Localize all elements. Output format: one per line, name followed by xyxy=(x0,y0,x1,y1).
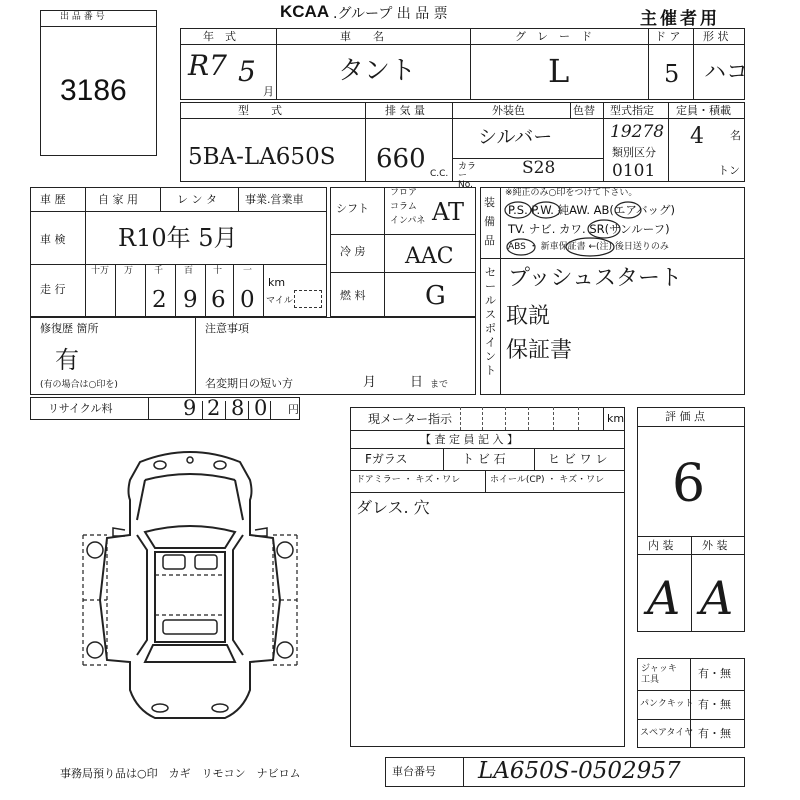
car-diagram xyxy=(75,440,305,730)
aircon-label: 冷 房 xyxy=(340,245,366,258)
chassis-label: 車台番号 xyxy=(392,765,436,778)
color-value: シルバー xyxy=(478,126,553,148)
recycle-digit: 9 xyxy=(183,396,197,420)
rating-value: 6 xyxy=(672,454,706,514)
doors-label: ド ア xyxy=(655,30,681,43)
mile-checkbox[interactable] xyxy=(294,290,322,308)
displacement-label: 排 気 量 xyxy=(385,104,425,117)
shift-label: シフト xyxy=(336,202,369,215)
recycle-digit: 2 xyxy=(207,396,221,420)
color-number-label: カラー No. xyxy=(458,162,477,190)
sales-point-line: プッシュスタート xyxy=(508,266,683,291)
equipment-line3: ABS ・ 新車保証書 ←(注) 後日送りのみ xyxy=(508,242,669,252)
color-number-value: S28 xyxy=(522,158,556,178)
office-note: 事務局預り品は○印 カギ リモコン ナビロム xyxy=(60,767,301,780)
model-value: 5BA-LA650S xyxy=(188,144,336,170)
type-designation-value: 19278 xyxy=(610,122,665,142)
digit-header-100: 百 xyxy=(184,266,194,276)
shift-column: コラム xyxy=(390,202,417,212)
meter-unit: km xyxy=(607,412,625,425)
notes-label: 注意事項 xyxy=(205,322,249,335)
aircon-value: AAC xyxy=(405,244,454,269)
rating-label: 評 価 点 xyxy=(665,410,705,423)
name-change-until: まで xyxy=(430,380,449,390)
model-label: 型 式 xyxy=(238,104,282,117)
recycle-label: リサイクル料 xyxy=(48,402,113,415)
equipment-label: 装備品 xyxy=(484,196,495,247)
puncture-kit-value[interactable]: 有・無 xyxy=(698,698,731,711)
name-change-label: 名変期日の短い方 xyxy=(205,377,293,390)
sales-point-line: 保証書 xyxy=(506,338,573,363)
mileage-label: 走 行 xyxy=(40,283,66,296)
sales-point-label: セールスポイント xyxy=(485,266,496,377)
interior-value: A xyxy=(647,571,681,625)
crack-label: ヒ ビ ワ レ xyxy=(548,452,608,466)
doors-value: 5 xyxy=(664,60,680,88)
capacity-unit: 名 xyxy=(730,129,741,142)
grade-value: L xyxy=(548,52,570,90)
digit-header-1: 一 xyxy=(243,266,253,276)
f-glass-label: Fガラス xyxy=(365,452,408,466)
shaken-value: R10年 5月 xyxy=(118,224,238,252)
digit-header-10: 十 xyxy=(213,266,223,276)
exterior-color-label: 外装色 xyxy=(492,104,525,117)
mileage-digit: 0 xyxy=(240,287,255,313)
recycle-yen: 円 xyxy=(288,403,299,416)
equipment-note: ※純正のみ○印をつけて下さい。 xyxy=(505,188,638,198)
name-change-month: 月 xyxy=(363,375,377,390)
shape-value: ハコ xyxy=(704,60,749,85)
month-value: 5 xyxy=(238,55,256,88)
capacity-label: 定員・積載 xyxy=(676,104,731,117)
history-business: 事業.営業車 xyxy=(245,193,304,206)
mileage-digit: 9 xyxy=(183,287,198,313)
category-value: 0101 xyxy=(612,161,656,181)
digit-header-10k: 万 xyxy=(124,266,134,276)
ton-unit: トン xyxy=(718,164,740,177)
month-suffix: 月 xyxy=(263,85,274,98)
header-title: .グループ 出 品 票 xyxy=(333,6,448,22)
recycle-digit: 0 xyxy=(254,396,268,420)
organizer-label: 主催者用 xyxy=(640,9,720,29)
color-change-label: 色替 xyxy=(573,104,595,117)
digit-header-100k: 十万 xyxy=(91,266,110,276)
repair-label: 修復歴 箇所 xyxy=(40,322,99,335)
shift-floor: フロア xyxy=(390,188,418,198)
shift-value: AT xyxy=(432,198,465,226)
equipment-circle-marks xyxy=(480,187,745,262)
spare-tire-label: スペアタイヤ xyxy=(640,728,694,738)
car-name-value: タント xyxy=(338,56,417,86)
fuel-value: G xyxy=(425,281,446,311)
cc-unit: C.C. xyxy=(430,169,449,179)
mile-unit: マイル xyxy=(266,296,293,306)
mileage-digit: 2 xyxy=(152,287,167,313)
shape-label: 形 状 xyxy=(703,30,729,43)
equipment-line1: P.S. P.W. 純AW. AB(エアバッグ) xyxy=(508,203,675,217)
repair-value: 有 xyxy=(55,346,79,374)
shift-instpanel: インパネ xyxy=(390,216,426,226)
name-change-day: 日 xyxy=(410,375,424,390)
category-label: 類別区分 xyxy=(612,146,656,159)
stone-chip-label: ト ビ 石 xyxy=(462,452,506,466)
spare-tire-value[interactable]: 有・無 xyxy=(698,727,731,740)
inspector-remark: ダレス. 穴 xyxy=(356,498,430,517)
history-private: 自 家 用 xyxy=(98,193,138,206)
equipment-line2: TV. ナビ. カワ. SR(サンルーフ) xyxy=(508,222,670,236)
inspector-title: 【 査 定 員 記 入 】 xyxy=(420,433,518,446)
fuel-label: 燃 料 xyxy=(340,289,366,302)
sales-point-line: 取説 xyxy=(506,304,551,329)
car-name-label: 車 名 xyxy=(340,30,384,43)
mileage-digit: 6 xyxy=(211,287,226,313)
door-mirror-label: ドアミラー ・ キズ・ワレ xyxy=(356,475,461,485)
lot-number-label: 出 品 番 号 xyxy=(60,12,105,22)
repair-note: (有の場合は○印を) xyxy=(40,380,118,390)
type-designation-label: 型式指定 xyxy=(610,104,654,117)
header-logo: KCAA xyxy=(280,2,330,21)
chassis-value: LA650S-0502957 xyxy=(478,758,681,784)
meter-label: 現メーター指示 xyxy=(368,412,453,426)
exterior-label: 外 装 xyxy=(702,539,728,552)
displacement-value: 660 xyxy=(376,144,426,174)
shaken-label: 車 検 xyxy=(40,233,66,246)
recycle-digit: 8 xyxy=(231,396,245,420)
history-label: 車 歴 xyxy=(40,193,66,206)
jack-label: ジャッキ 工具 xyxy=(641,664,677,685)
lot-number: 3186 xyxy=(60,74,127,107)
capacity-value: 4 xyxy=(690,124,704,149)
interior-label: 内 装 xyxy=(648,539,674,552)
jack-value[interactable]: 有・無 xyxy=(698,667,731,680)
grade-label: グ レ ー ド xyxy=(515,30,592,43)
history-rental: レ ン タ xyxy=(177,193,217,206)
wheel-label: ホイール(CP) ・ キズ・ワレ xyxy=(490,475,605,485)
year-value: R7 xyxy=(188,49,227,82)
digit-header-1k: 千 xyxy=(154,266,164,276)
km-unit: km xyxy=(268,276,286,289)
year-label: 年 式 xyxy=(203,30,236,43)
exterior-value: A xyxy=(700,571,734,625)
puncture-kit-label: パンクキット xyxy=(640,699,694,709)
